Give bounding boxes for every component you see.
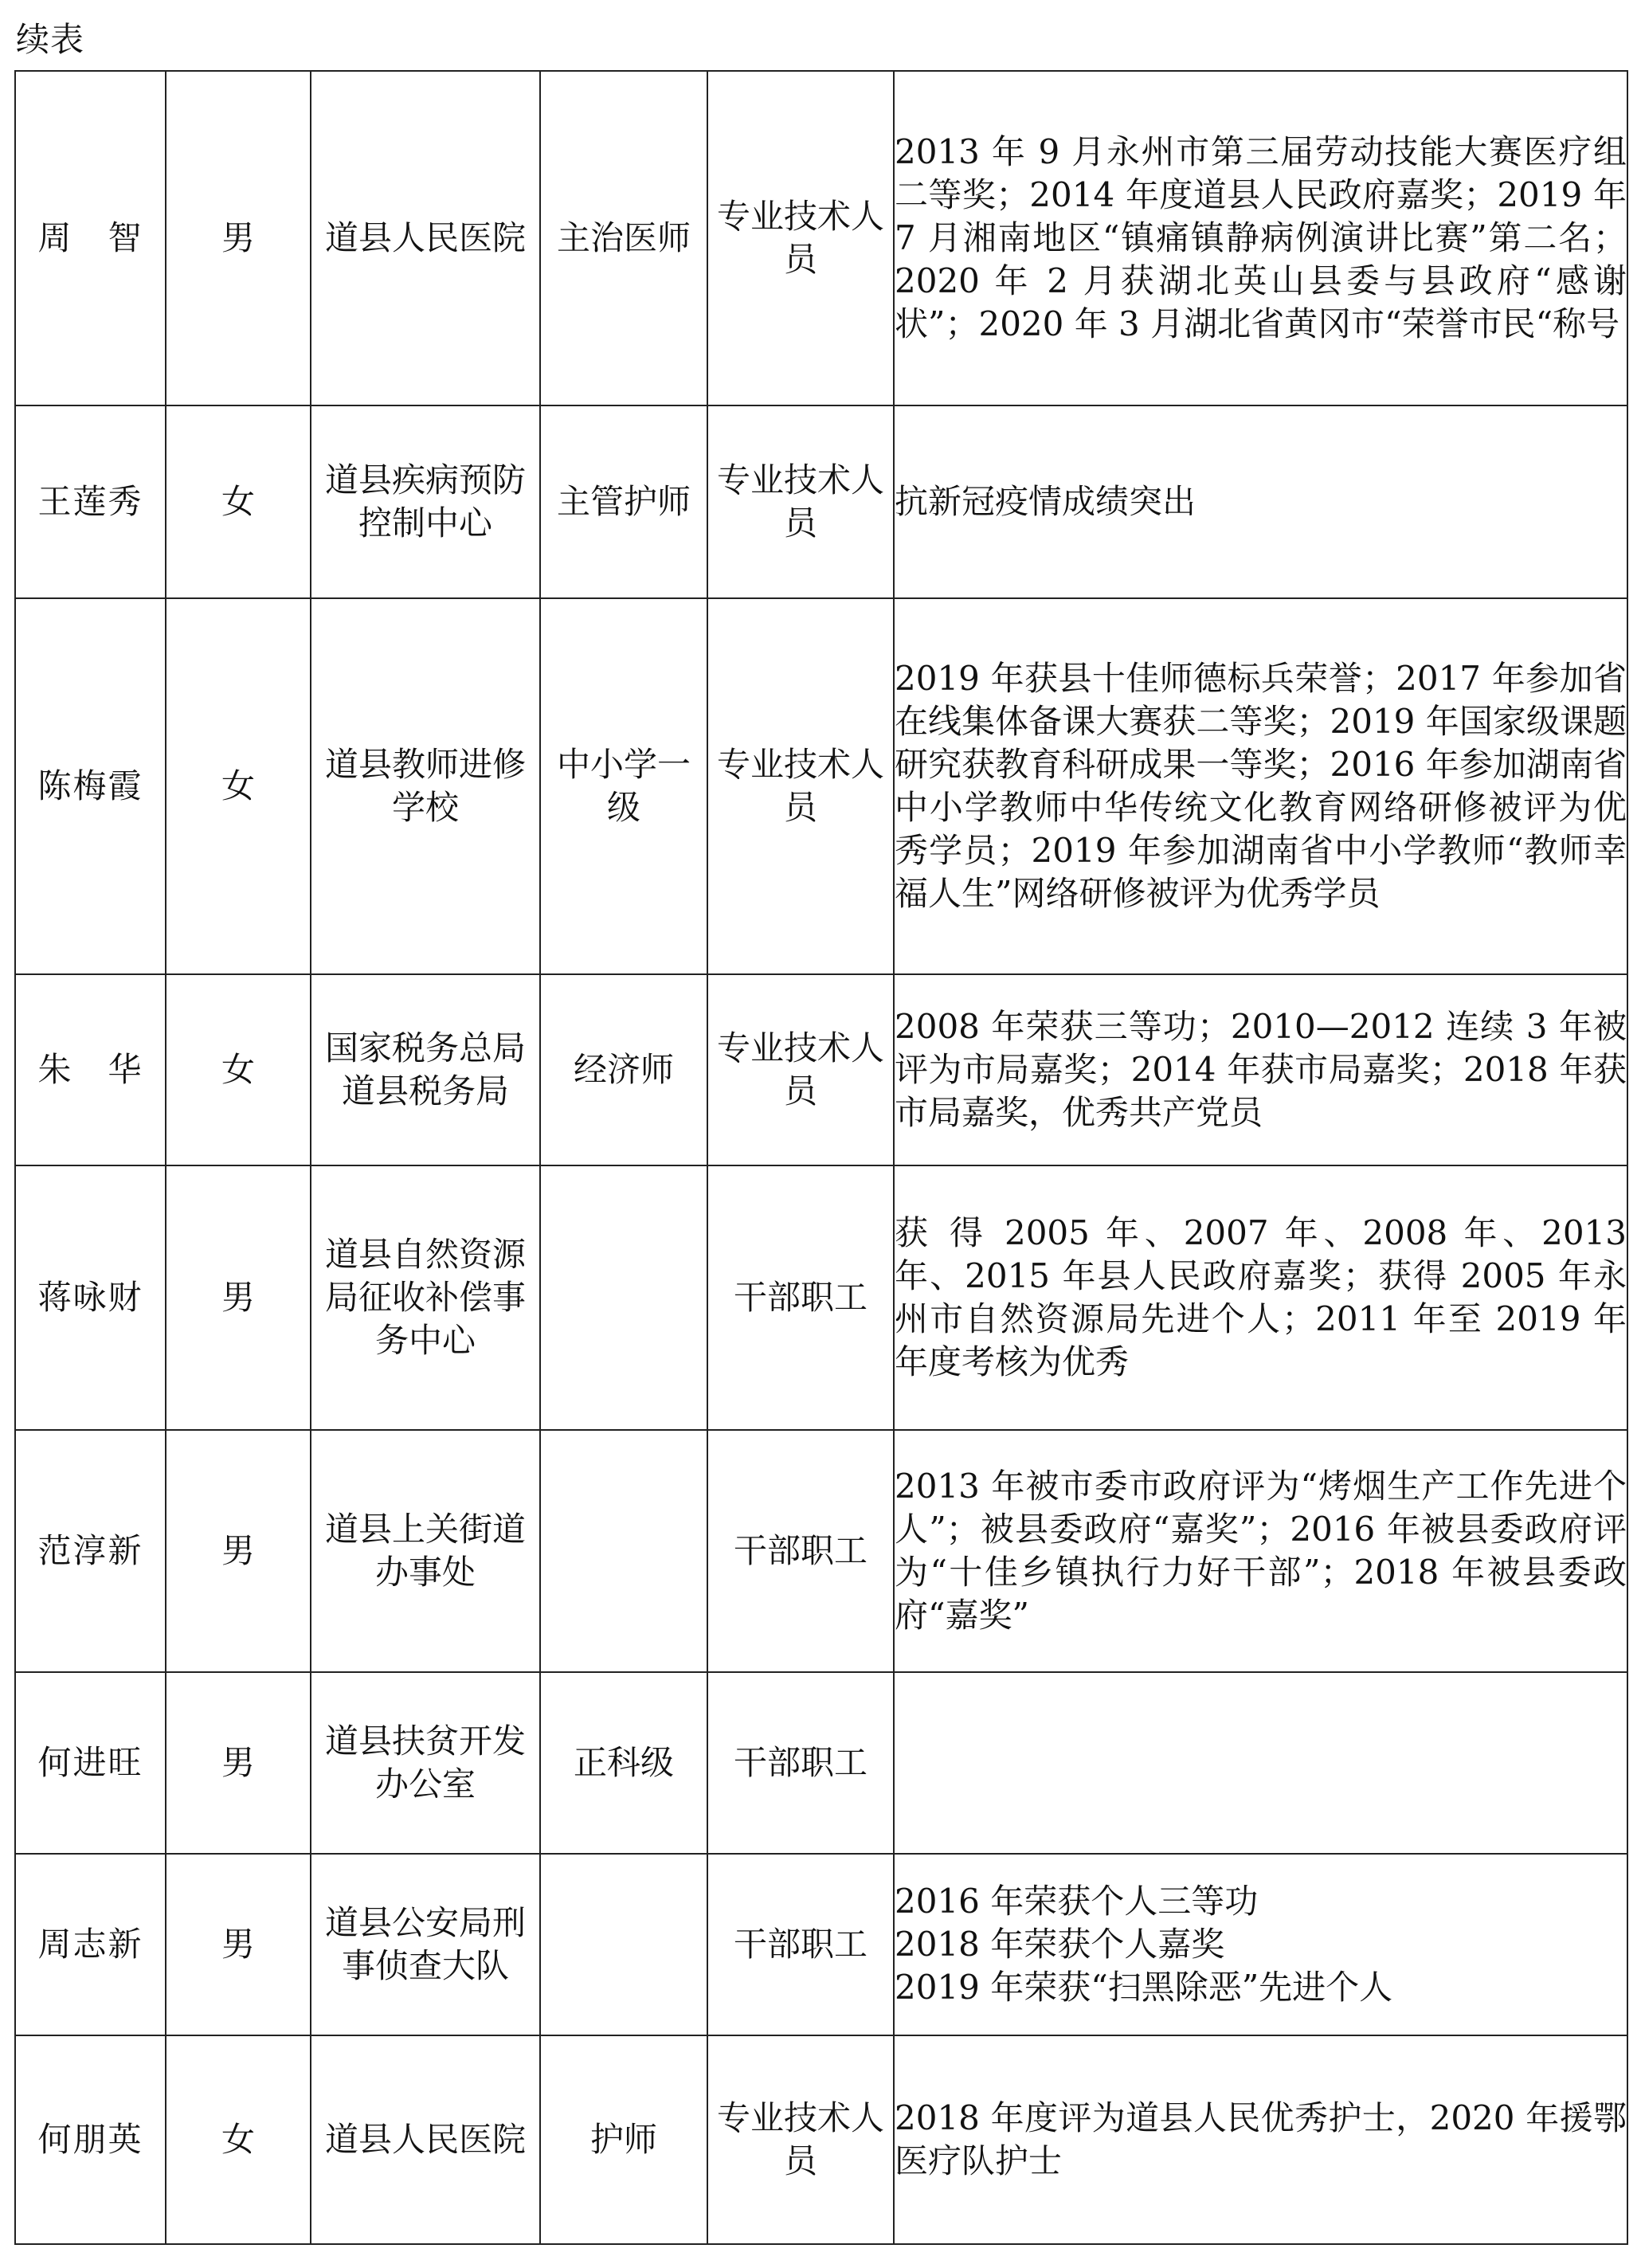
work-unit-cell: 国家税务总局道县税务局 <box>311 974 540 1165</box>
table-row <box>15 1854 1627 2035</box>
table-row <box>15 71 1627 405</box>
gender-cell: 女 <box>166 974 311 1165</box>
professional-title-cell: 正科级 <box>540 1672 707 1854</box>
table-row <box>15 1672 1627 1854</box>
work-unit-cell: 道县人民医院 <box>311 71 540 405</box>
gender-cell: 男 <box>166 71 311 405</box>
gender-cell: 女 <box>166 405 311 598</box>
achievement-text: 获 得 2005 年、2007 年、2008 年、2013 年、2015 年县人民政府嘉奖；获得 2005 年永州市自然资源局先进个人；2011 年至 2019 年年度考核为优秀 <box>895 1213 1627 1381</box>
table-row <box>15 2035 1627 2244</box>
gender-cell: 男 <box>166 1430 311 1672</box>
professional-title-cell: 经济师 <box>540 974 707 1165</box>
achievements-cell <box>894 598 1627 974</box>
person-name-cell: 蒋咏财 <box>15 1165 166 1430</box>
work-unit-cell: 道县疾病预防控制中心 <box>311 405 540 598</box>
personnel-category-cell: 干部职工 <box>707 1854 894 2035</box>
gender-cell: 女 <box>166 2035 311 2244</box>
person-name-cell: 朱 华 <box>15 974 166 1165</box>
gender-cell: 男 <box>166 1165 311 1430</box>
gender-cell: 男 <box>166 1854 311 2035</box>
work-unit-cell: 道县自然资源局征收补偿事务中心 <box>311 1165 540 1430</box>
achievement-text: 2008 年荣获三等功；2010—2012 连续 3 年被评为市局嘉奖；2014 年获市局嘉奖；2018 年获市局嘉奖，优秀共产党员 <box>895 1007 1627 1132</box>
person-name-cell: 范淳新 <box>15 1430 166 1672</box>
achievement-text: 2013 年 9 月永州市第三届劳动技能大赛医疗组二等奖；2014 年度道县人民政府嘉奖；2019 年 7 月湘南地区“镇痛镇静病例演讲比赛”第二名；2020 年 2 月获湖北英山县委与县政府“感谢状”；2020 年 3 月湖北省黄冈市“荣誉市民“称号 <box>895 132 1627 343</box>
personnel-category-cell: 专业技术人员 <box>707 405 894 598</box>
achievement-text: 2013 年被市委市政府评为“烤烟生产工作先进个人”；被县委政府“嘉奖”；2016 年被县委政府评为“十佳乡镇执行力好干部”；2018 年被县委政府“嘉奖” <box>895 1467 1627 1635</box>
achievement-text: 2019 年获县十佳师德标兵荣誉；2017 年参加省在线集体备课大赛获二等奖；2019 年国家级课题研究获教育科研成果一等奖；2016 年参加湖南省中小学教师中华传统文化教育网络研修被评为优秀学员；2019 年参加湖南省中小学教师“教师幸福人生”网络研修被评为优秀学员 <box>895 659 1627 913</box>
achievements-cell <box>894 71 1627 405</box>
personnel-category-cell: 干部职工 <box>707 1165 894 1430</box>
person-name-cell: 何进旺 <box>15 1672 166 1854</box>
gender-cell: 女 <box>166 598 311 974</box>
personnel-category-cell: 专业技术人员 <box>707 598 894 974</box>
table-row <box>15 1165 1627 1430</box>
professional-title-cell: 中小学一级 <box>540 598 707 974</box>
personnel-category-cell: 专业技术人员 <box>707 974 894 1165</box>
awardee-table-body <box>15 71 1627 2244</box>
professional-title-cell <box>540 1430 707 1672</box>
person-name-cell: 陈梅霞 <box>15 598 166 974</box>
personnel-category-cell: 干部职工 <box>707 1672 894 1854</box>
table-row <box>15 405 1627 598</box>
page-heading: 续表 <box>16 20 85 59</box>
professional-title-cell <box>540 1165 707 1430</box>
gender-cell: 男 <box>166 1672 311 1854</box>
achievements-cell <box>894 2035 1627 2244</box>
table-row <box>15 598 1627 974</box>
achievements-cell <box>894 974 1627 1165</box>
person-name-cell: 周 智 <box>15 71 166 405</box>
professional-title-cell: 主管护师 <box>540 405 707 598</box>
person-name-cell: 何朋英 <box>15 2035 166 2244</box>
achievements-cell <box>894 405 1627 598</box>
professional-title-cell: 主治医师 <box>540 71 707 405</box>
personnel-category-cell: 专业技术人员 <box>707 71 894 405</box>
person-name-cell: 周志新 <box>15 1854 166 2035</box>
achievement-text: 2019 年荣获“扫黑除恶”先进个人 <box>895 1968 1393 2007</box>
professional-title-cell: 护师 <box>540 2035 707 2244</box>
work-unit-cell: 道县上关街道办事处 <box>311 1430 540 1672</box>
achievement-text: 2018 年度评为道县人民优秀护士，2020 年援鄂医疗队护士 <box>895 2098 1627 2180</box>
work-unit-cell: 道县扶贫开发办公室 <box>311 1672 540 1854</box>
person-name-cell: 王莲秀 <box>15 405 166 598</box>
achievements-cell <box>894 1854 1627 2035</box>
achievement-text: 2018 年荣获个人嘉奖 <box>895 1925 1225 1964</box>
achievements-cell <box>894 1430 1627 1672</box>
work-unit-cell: 道县公安局刑事侦查大队 <box>311 1854 540 2035</box>
awardee-table <box>14 70 1628 2245</box>
personnel-category-cell: 专业技术人员 <box>707 2035 894 2244</box>
work-unit-cell: 道县教师进修学校 <box>311 598 540 974</box>
achievement-text: 2016 年荣获个人三等功 <box>895 1882 1259 1921</box>
table-row <box>15 974 1627 1165</box>
achievement-text: 抗新冠疫情成绩突出 <box>895 482 1196 521</box>
achievements-cell <box>894 1165 1627 1430</box>
table-row <box>15 1430 1627 1672</box>
work-unit-cell: 道县人民医院 <box>311 2035 540 2244</box>
achievements-cell <box>894 1672 1627 1854</box>
professional-title-cell <box>540 1854 707 2035</box>
personnel-category-cell: 干部职工 <box>707 1430 894 1672</box>
